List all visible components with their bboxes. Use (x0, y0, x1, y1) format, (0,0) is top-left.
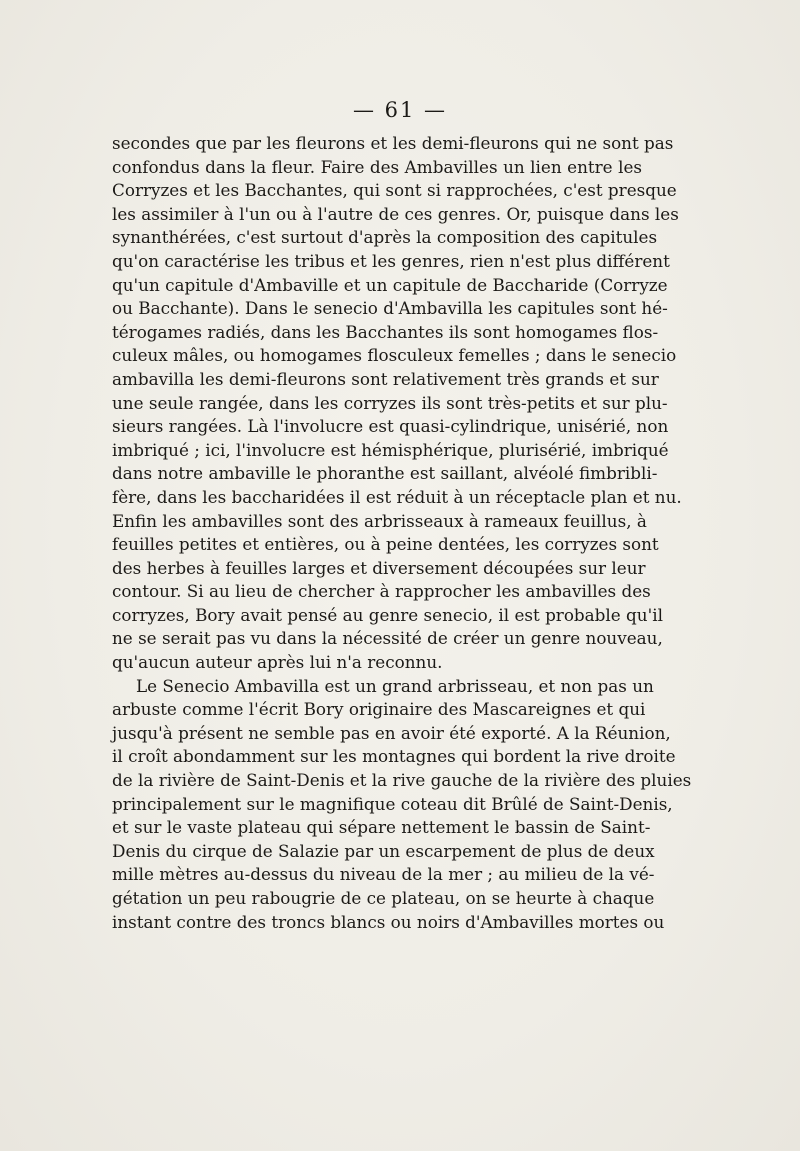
text-line: qu'un capitule d'Ambaville et un capitule de Baccharide (Corryze (112, 274, 668, 295)
text-line: ne se serait pas vu dans la nécessité de créer un genre nouveau, (112, 628, 663, 649)
text-line: culeux mâles, ou homogames flosculeux femelles ; dans le senecio (112, 345, 677, 366)
text-line: contour. Si au lieu de chercher à rapprocher les ambavilles des (112, 581, 651, 602)
text-line: synanthérées, c'est surtout d'après la composition des capitules (112, 227, 658, 248)
body-text (112, 132, 692, 934)
text-line: qu'aucun auteur après lui n'a reconnu. (112, 652, 443, 673)
text-line: imbriqué ; ici, l'involucre est hémisphérique, plurisérié, imbriqué (112, 439, 669, 460)
text-line: une seule rangée, dans les corryzes ils sont très-petits et sur plu- (112, 392, 668, 413)
text-line: principalement sur le magnifique coteau dit Brûlé de Saint-Denis, (112, 793, 673, 814)
text-line: Denis du cirque de Salazie par un escarpement de plus de deux (112, 840, 655, 861)
text-line: gétation un peu rabougrie de ce plateau, on se heurte à chaque (112, 888, 655, 908)
text-line: Enfin les ambavilles sont des arbrisseaux à rameaux feuillus, à (112, 510, 647, 531)
text-line: corryzes, Bory avait pensé au genre senecio, il est probable qu'il (112, 604, 663, 625)
text-line: dans notre ambaville le phoranthe est saillant, alvéolé fimbribli- (112, 463, 658, 484)
text-line: Le Senecio Ambavilla est un grand arbrisseau, et non pas un (136, 675, 654, 696)
text-line: mille mètres au-dessus du niveau de la mer ; au milieu de la vé- (112, 864, 655, 885)
text-line: jusqu'à présent ne semble pas en avoir été exporté. A la Réunion, (112, 722, 671, 743)
text-line: confondus dans la fleur. Faire des Ambavilles un lien entre les (112, 156, 642, 177)
text-line: de la rivière de Saint-Denis et la rive gauche de la rivière des pluies (112, 770, 692, 791)
text-line: et sur le vaste plateau qui sépare nettement le bassin de Saint- (112, 817, 651, 838)
text-line: fère, dans les baccharidées il est réduit à un réceptacle plan et nu. (112, 486, 682, 507)
text-line: arbuste comme l'écrit Bory originaire des Mascareignes et qui (112, 699, 646, 720)
paragraph-2 (112, 675, 692, 935)
text-line: des herbes à feuilles larges et diversement découpées sur leur (112, 557, 646, 578)
text-line: les assimiler à l'un ou à l'autre de ces genres. Or, puisque dans les (112, 203, 679, 224)
text-line: secondes que par les fleurons et les demi-fleurons qui ne sont pas (112, 133, 674, 153)
text-line: sieurs rangées. Là l'involucre est quasi-cylindrique, unisérié, non (112, 416, 669, 437)
text-line: térogames radiés, dans les Bacchantes ils sont homogames flos- (112, 321, 659, 342)
page-number: — 61 — (352, 98, 448, 122)
text-line: il croît abondamment sur les montagnes qui bordent la rive droite (112, 746, 676, 767)
text-line: instant contre des troncs blancs ou noirs d'Ambavilles mortes ou (112, 911, 665, 932)
text-line: Corryzes et les Bacchantes, qui sont si rapprochées, c'est presque (112, 180, 677, 201)
paragraph-1 (112, 132, 682, 675)
text-line: qu'on caractérise les tribus et les genres, rien n'est plus différent (112, 250, 670, 271)
text-line: ambavilla les demi-fleurons sont relativement très grands et sur (112, 368, 659, 389)
text-line: feuilles petites et entières, ou à peine dentées, les corryzes sont (112, 534, 659, 555)
text-line: ou Bacchante). Dans le senecio d'Ambavilla les capitules sont hé- (112, 298, 668, 319)
